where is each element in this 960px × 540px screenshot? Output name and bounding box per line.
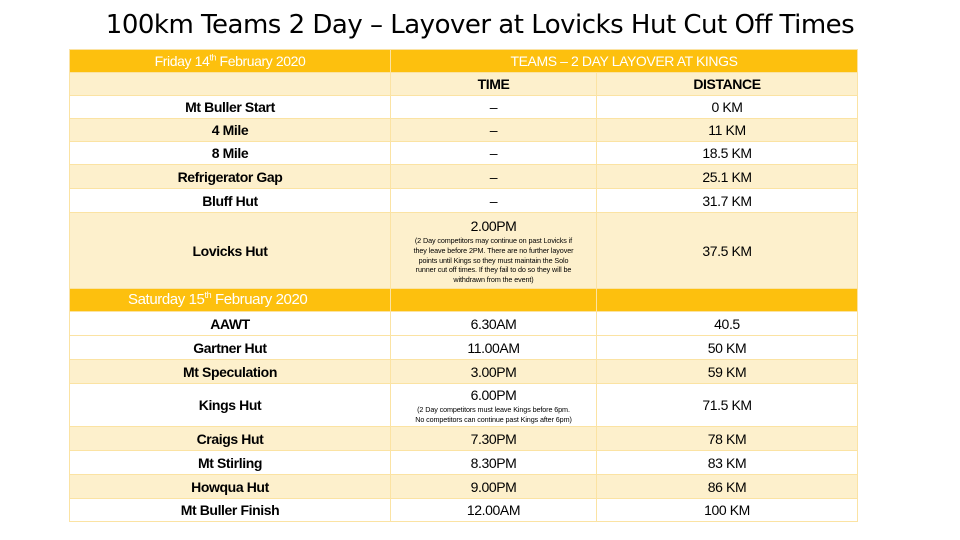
time-cell: 3.00PM: [391, 360, 597, 384]
location-cell: 4 Mile: [70, 119, 391, 142]
table-row: [70, 213, 858, 289]
table-row: [70, 451, 858, 475]
distance-cell: 100 KM: [597, 499, 858, 522]
day2-date-suffix-sup: th: [204, 290, 212, 300]
time-cell: –: [391, 165, 597, 189]
distance-cell: 18.5 KM: [597, 142, 858, 165]
day1-date-suffix-sup: th: [209, 52, 217, 63]
time-cell: 6.30AM: [391, 312, 597, 336]
distance-cell: 86 KM: [597, 475, 858, 499]
day2-header-empty-cell: [597, 289, 858, 312]
distance-column-header: DISTANCE: [597, 73, 858, 96]
day2-header-cell: [70, 289, 391, 312]
distance-cell: 78 KM: [597, 427, 858, 451]
column-header-row: [70, 73, 858, 96]
location-cell: 8 Mile: [70, 142, 391, 165]
distance-cell: 25.1 KM: [597, 165, 858, 189]
day2-date-rest: February 2020: [211, 291, 308, 308]
table-header-row: [70, 50, 858, 73]
time-cell: 9.00PM: [391, 475, 597, 499]
table-row: [70, 189, 858, 213]
time-cell: [391, 384, 597, 427]
day2-date-prefix: Saturday 15: [128, 291, 205, 308]
location-cell: Mt Buller Start: [70, 96, 391, 119]
time-cell: 12.00AM: [391, 499, 597, 522]
table-row: [70, 119, 858, 142]
table-row: [70, 165, 858, 189]
day2-header-row: [70, 289, 858, 312]
table-row: [70, 336, 858, 360]
time-cell: 8.30PM: [391, 451, 597, 475]
time-value: 2.00PM: [470, 218, 517, 234]
location-cell: Bluff Hut: [70, 189, 391, 213]
time-cell: 7.30PM: [391, 427, 597, 451]
distance-cell: 59 KM: [597, 360, 858, 384]
distance-cell: 71.5 KM: [597, 384, 858, 427]
page-title: 100km Teams 2 Day – Layover at Lovicks Hut Cut Off Times: [105, 10, 855, 40]
table-row: [70, 384, 858, 427]
time-cell: –: [391, 142, 597, 165]
table-row: [70, 312, 858, 336]
location-cell: Craigs Hut: [70, 427, 391, 451]
distance-cell: 83 KM: [597, 451, 858, 475]
location-cell: Mt Buller Finish: [70, 499, 391, 522]
distance-cell: 31.7 KM: [597, 189, 858, 213]
distance-cell: 50 KM: [597, 336, 858, 360]
day1-header-cell: [70, 50, 391, 73]
table-row: [70, 142, 858, 165]
distance-cell: 37.5 KM: [597, 213, 858, 289]
day2-header-empty-cell: [391, 289, 597, 312]
location-cell: Gartner Hut: [70, 336, 391, 360]
time-cell: –: [391, 189, 597, 213]
location-cell: Kings Hut: [70, 384, 391, 427]
table-row: [70, 475, 858, 499]
table-row: [70, 96, 858, 119]
location-cell: Mt Stirling: [70, 451, 391, 475]
location-cell: Lovicks Hut: [70, 213, 391, 289]
time-cell: –: [391, 96, 597, 119]
time-note: (2 Day competitors may continue on past Lovicks if they leave before 2PM. There are no further layover points until Kings so they must maintain the Solo runner cut off times. If they fail to do so they will be withdrawn from the event): [413, 236, 574, 285]
time-value: 6.00PM: [470, 387, 517, 404]
location-cell: Howqua Hut: [70, 475, 391, 499]
time-cell: –: [391, 119, 597, 142]
distance-cell: 40.5: [597, 312, 858, 336]
time-cell: [391, 213, 597, 289]
day1-date-rest: February 2020: [216, 53, 306, 69]
location-cell: Refrigerator Gap: [70, 165, 391, 189]
table-row: [70, 360, 858, 384]
distance-cell: 0 KM: [597, 96, 858, 119]
table-row: [70, 427, 858, 451]
teams-header-cell: TEAMS – 2 DAY LAYOVER AT KINGS: [391, 50, 858, 73]
cutoff-times-table: [69, 49, 858, 522]
distance-cell: 11 KM: [597, 119, 858, 142]
location-column-header: [70, 73, 391, 96]
time-column-header: TIME: [391, 73, 597, 96]
location-cell: AAWT: [70, 312, 391, 336]
time-cell: 11.00AM: [391, 336, 597, 360]
location-cell: Mt Speculation: [70, 360, 391, 384]
day1-date-prefix: Friday 14: [154, 53, 210, 69]
table-row: [70, 499, 858, 522]
time-note: (2 Day competitors must leave Kings before 6pm. No competitors can continue past Kings after 6pm): [415, 405, 572, 424]
